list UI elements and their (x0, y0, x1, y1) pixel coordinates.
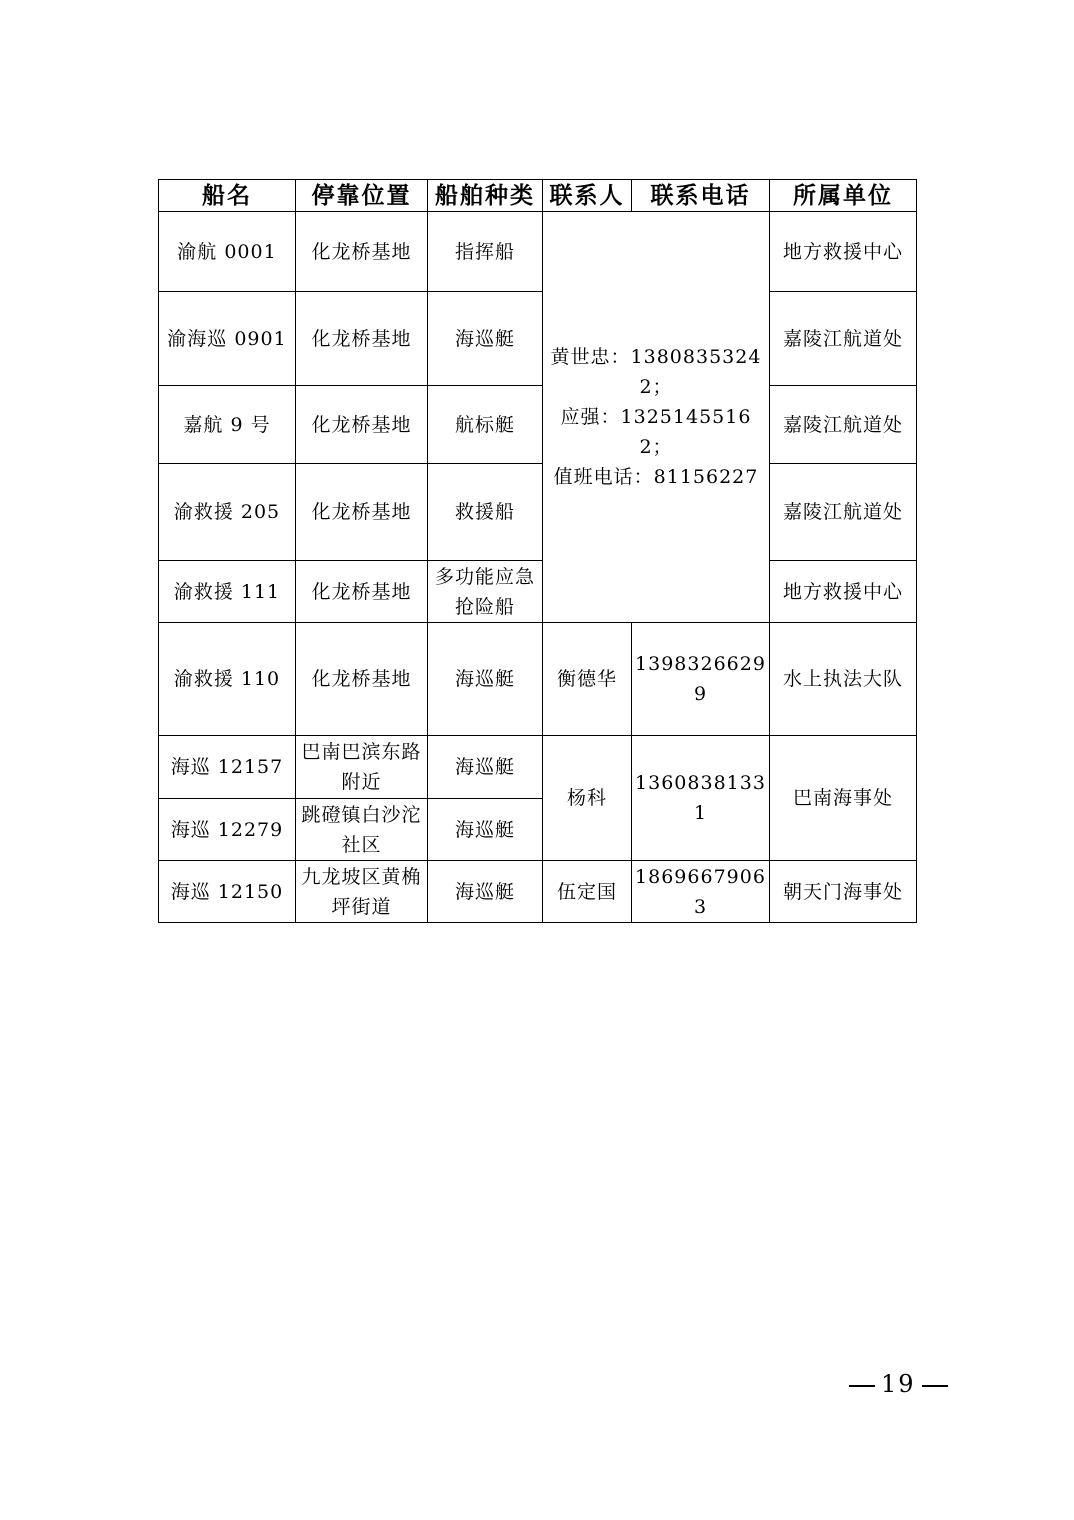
header-ship-name: 船名 (159, 180, 296, 212)
ship-type-cell: 救援船 (428, 464, 543, 561)
ship-name-cell: 海巡 12157 (159, 736, 296, 799)
page-dash-left (849, 1385, 875, 1387)
unit-cell: 嘉陵江航道处 (770, 386, 917, 464)
table-row (159, 861, 917, 923)
page-number-value: 19 (881, 1370, 916, 1398)
page-dash-right (922, 1385, 948, 1387)
header-phone: 联系电话 (632, 180, 770, 212)
berth-cell: 化龙桥基地 (296, 212, 428, 292)
ship-type-cell: 航标艇 (428, 386, 543, 464)
header-contact: 联系人 (543, 180, 632, 212)
header-berth: 停靠位置 (296, 180, 428, 212)
merged-contact-cell: 黄世忠：13808353242； 应强：13251455162； 值班电话：81156227 (543, 212, 770, 623)
unit-cell: 地方救援中心 (770, 561, 917, 623)
header-row (159, 180, 917, 212)
contact-cell: 衡德华 (543, 623, 632, 736)
ship-name-cell: 渝航 0001 (159, 212, 296, 292)
ship-type-cell: 多功能应急抢险船 (428, 561, 543, 623)
ship-type-cell: 海巡艇 (428, 736, 543, 799)
table-row (159, 386, 917, 464)
contact-cell: 伍定国 (543, 861, 632, 923)
ship-name-cell: 渝救援 205 (159, 464, 296, 561)
table-row (159, 561, 917, 623)
unit-cell: 巴南海事处 (770, 736, 917, 861)
phone-cell: 13608381331 (632, 736, 770, 861)
unit-cell: 嘉陵江航道处 (770, 292, 917, 386)
ship-type-cell: 指挥船 (428, 212, 543, 292)
berth-cell: 跳磴镇白沙沱社区 (296, 799, 428, 861)
unit-cell: 地方救援中心 (770, 212, 917, 292)
unit-cell: 朝天门海事处 (770, 861, 917, 923)
table-row (159, 736, 917, 799)
berth-cell: 化龙桥基地 (296, 386, 428, 464)
berth-cell: 化龙桥基地 (296, 561, 428, 623)
page-number (843, 1370, 954, 1398)
vessel-contact-table (158, 179, 917, 923)
header-unit: 所属单位 (770, 180, 917, 212)
contact-cell: 杨科 (543, 736, 632, 861)
berth-cell: 九龙坡区黄桷坪街道 (296, 861, 428, 923)
ship-name-cell: 渝海巡 0901 (159, 292, 296, 386)
phone-cell: 18696679063 (632, 861, 770, 923)
phone-cell: 13983266299 (632, 623, 770, 736)
table-row (159, 623, 917, 736)
ship-type-cell: 海巡艇 (428, 799, 543, 861)
table-row (159, 464, 917, 561)
ship-type-cell: 海巡艇 (428, 861, 543, 923)
ship-name-cell: 海巡 12279 (159, 799, 296, 861)
ship-name-cell: 渝救援 111 (159, 561, 296, 623)
unit-cell: 嘉陵江航道处 (770, 464, 917, 561)
table-row (159, 212, 917, 292)
table-row (159, 292, 917, 386)
ship-name-cell: 海巡 12150 (159, 861, 296, 923)
berth-cell: 化龙桥基地 (296, 623, 428, 736)
berth-cell: 巴南巴滨东路附近 (296, 736, 428, 799)
ship-type-cell: 海巡艇 (428, 292, 543, 386)
ship-name-cell: 嘉航 9 号 (159, 386, 296, 464)
berth-cell: 化龙桥基地 (296, 464, 428, 561)
unit-cell: 水上执法大队 (770, 623, 917, 736)
berth-cell: 化龙桥基地 (296, 292, 428, 386)
ship-type-cell: 海巡艇 (428, 623, 543, 736)
header-ship-type: 船舶种类 (428, 180, 543, 212)
ship-name-cell: 渝救援 110 (159, 623, 296, 736)
